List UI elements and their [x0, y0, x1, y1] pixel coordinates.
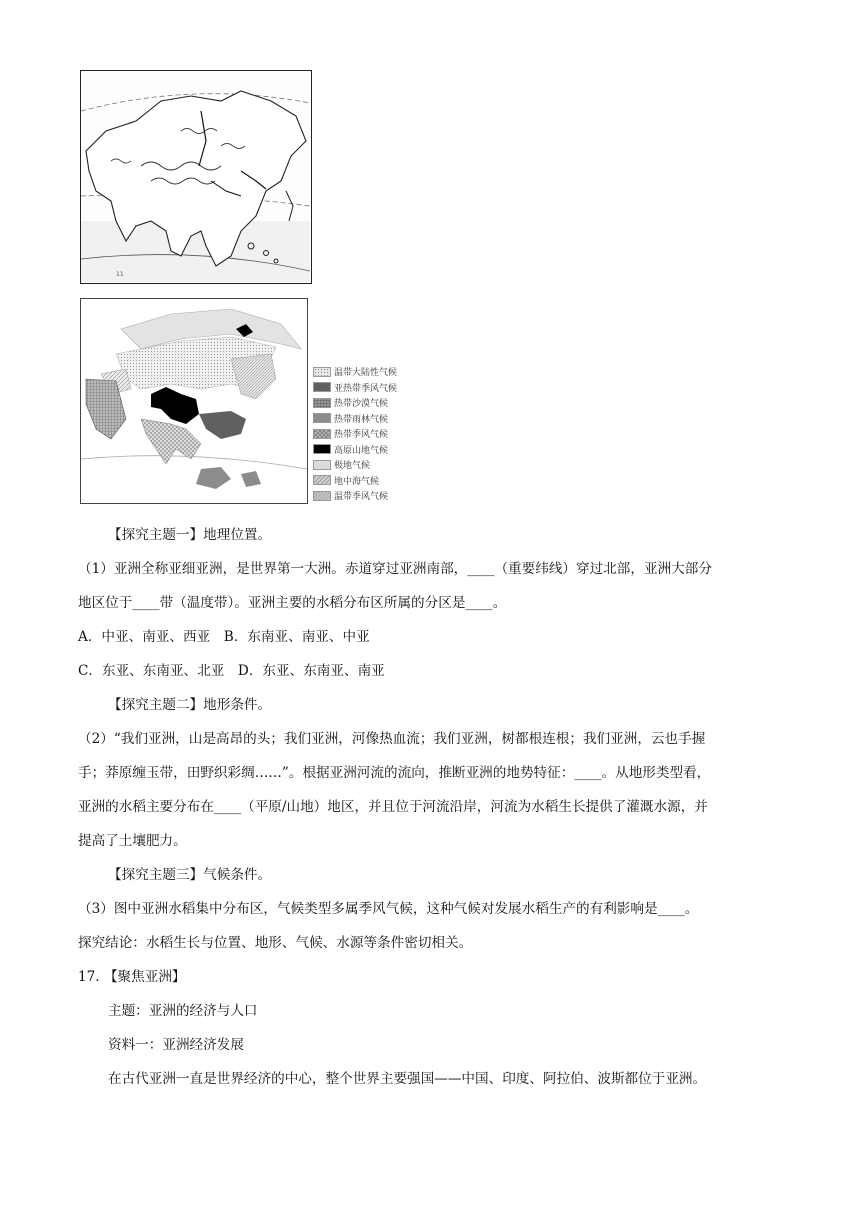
legend-label: 热带季风气候: [334, 430, 389, 441]
legend-swatch: [313, 413, 331, 423]
map1-label: 11: [116, 271, 124, 278]
conclusion: 探究结论：水稻生长与位置、地形、气候、水源等条件密切相关。: [78, 935, 473, 951]
legend-item: [313, 457, 433, 473]
legend-label: 极地气候: [334, 461, 371, 472]
q1-line1: （1）亚洲全称亚细亚洲，是世界第一大洲。赤道穿过亚洲南部，____（重要纬线）穿过北部，亚洲大部分: [78, 561, 712, 577]
asia-climate-svg: [81, 299, 307, 503]
climate-legend: [313, 364, 433, 504]
asia-climate-map: [80, 298, 308, 504]
legend-swatch: [313, 398, 331, 408]
asia-outline-svg: [81, 71, 310, 282]
q1-options-ab: A．中亚、南亚、西亚 B．东南亚、南亚、中亚: [78, 629, 370, 645]
legend-swatch: [313, 475, 331, 485]
legend-label: 热带雨林气候: [334, 414, 389, 425]
theme3-heading: 【探究主题三】气候条件。: [108, 867, 272, 883]
legend-item: [313, 488, 433, 504]
q1-options-cd: C．东亚、东南亚、北亚 D．东亚、东南亚、南亚: [78, 663, 385, 679]
legend-item: [313, 380, 433, 396]
legend-item: [313, 426, 433, 442]
legend-swatch: [313, 491, 331, 501]
legend-item: [313, 395, 433, 411]
q1-line2: 地区位于____带（温度带）。亚洲主要的水稻分布区所属的分区是____。: [78, 595, 507, 611]
legend-swatch: [313, 382, 331, 392]
q2-line3: 亚洲的水稻主要分布在____（平原/山地）地区，并且位于河流沿岸，河流为水稻生长提供了灌溉水源，并: [78, 799, 708, 815]
legend-swatch: [313, 367, 331, 377]
legend-label: 地中海气候: [334, 476, 380, 487]
legend-label: 亚热带季风气候: [334, 383, 398, 394]
legend-label: 高原山地气候: [334, 445, 389, 456]
legend-swatch: [313, 444, 331, 454]
q3-line1: （3）图中亚洲水稻集中分布区，气候类型多属季风气候，这种气候对发展水稻生产的有利影响是____。: [78, 901, 699, 917]
q17-body: 在古代亚洲一直是世界经济的中心，整个世界主要强国——中国、印度、阿拉伯、波斯都位于亚洲。: [108, 1071, 707, 1087]
q17-title: 17. 【聚焦亚洲】: [78, 969, 186, 985]
q17-topic: 主题：亚洲的经济与人口: [108, 1003, 258, 1019]
q17-material: 资料一：亚洲经济发展: [108, 1037, 244, 1053]
q2-line2: 手；莽原缠玉带，田野织彩绸……”。根据亚洲河流的流向，推断亚洲的地势特征：____。从地形类型看，: [78, 765, 711, 781]
q2-line1: （2）“我们亚洲，山是高昂的头；我们亚洲，河像热血流；我们亚洲，树都根连根；我们亚洲，云也手握: [78, 731, 706, 747]
theme2-heading: 【探究主题二】地形条件。: [108, 697, 272, 713]
legend-item: [313, 364, 433, 380]
legend-label: 热带沙漠气候: [334, 399, 389, 410]
q2-line4: 提高了土壤肥力。: [78, 833, 187, 849]
legend-label: 温带季风气候: [334, 492, 389, 503]
legend-swatch: [313, 460, 331, 470]
theme1-heading: 【探究主题一】地理位置。: [108, 527, 272, 543]
legend-item: [313, 473, 433, 489]
legend-item: [313, 411, 433, 427]
legend-item: [313, 442, 433, 458]
legend-swatch: [313, 429, 331, 439]
asia-outline-map: [80, 70, 312, 284]
legend-label: 温带大陆性气候: [334, 368, 398, 379]
